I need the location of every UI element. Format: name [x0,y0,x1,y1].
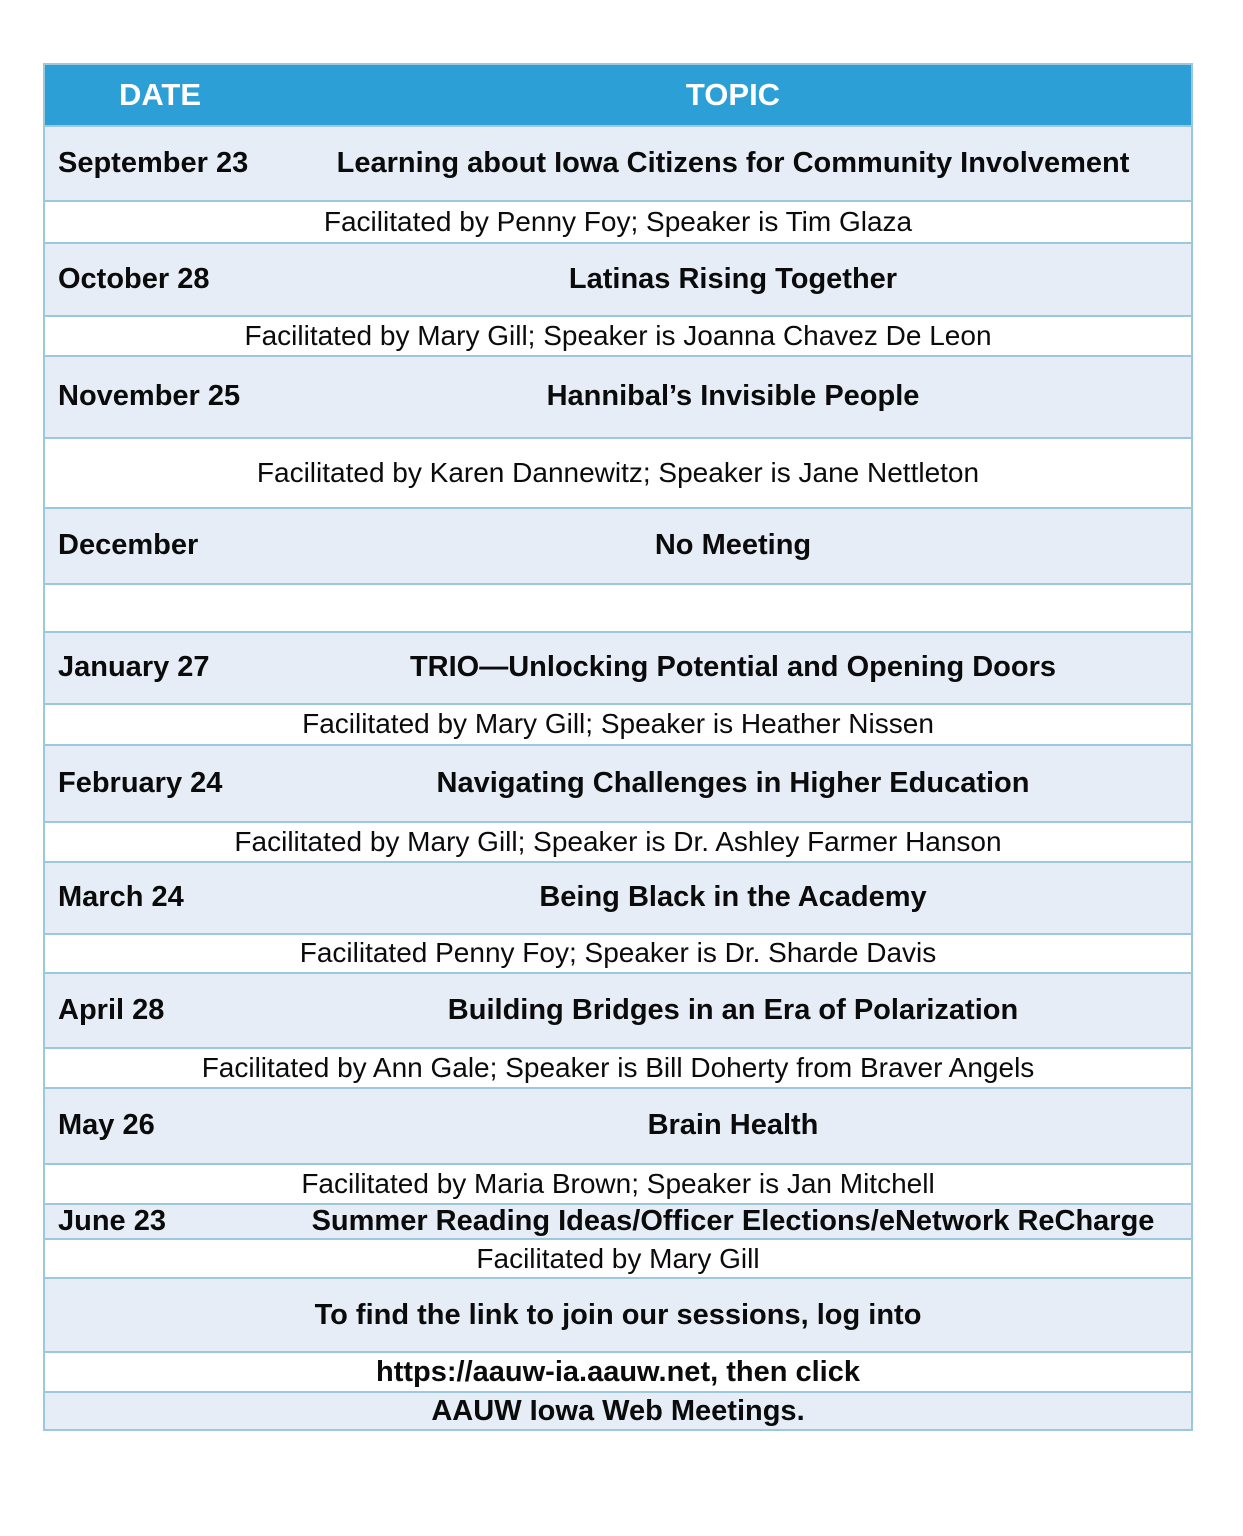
note-row [45,200,1191,242]
note-cell: Facilitated by Penny Foy; Speaker is Tim Glaza [323,205,913,237]
topic-cell: Latinas Rising Together [568,262,898,295]
table-row [45,744,1191,821]
table-row [45,861,1191,933]
table-row [45,355,1191,437]
note-row [45,1351,1191,1391]
topic-cell: TRIO—Unlocking Potential and Opening Doors [409,651,1057,684]
topic-cell: No Meeting [654,529,812,562]
note-cell: Facilitated by Mary Gill; Speaker is Heather Nissen [302,708,934,740]
note-row [45,437,1191,507]
date-cell: January 27 [58,651,210,684]
date-cell: November 25 [58,380,241,413]
topic-cell: Being Black in the Academy [539,881,927,914]
note-row [45,933,1191,972]
table-header-row [45,65,1191,125]
note-cell: To find the link to join our sessions, log into [314,1298,922,1331]
table-row [45,972,1191,1047]
column-header-topic: TOPIC [685,77,781,112]
note-cell: Facilitated Penny Foy; Speaker is Dr. Sharde Davis [299,937,937,969]
spacer-row [45,583,1191,631]
note-row [45,1047,1191,1087]
column-header-date: DATE [118,77,202,112]
date-cell: February 24 [58,766,223,799]
note-cell: Facilitated by Ann Gale; Speaker is Bill Doherty from Braver Angels [201,1051,1035,1083]
note-cell: AAUW Iowa Web Meetings. [431,1394,805,1427]
topic-cell: Learning about Iowa Citizens for Community Involvement [336,146,1130,179]
note-row [45,1238,1191,1277]
note-row [45,821,1191,861]
note-row [45,1163,1191,1203]
topic-cell: Navigating Challenges in Higher Education [436,766,1030,799]
table-row [45,1203,1191,1238]
note-cell: Facilitated by Mary Gill; Speaker is Dr. Ashley Farmer Hanson [234,825,1002,857]
table-row [45,125,1191,200]
table-row [45,1087,1191,1163]
table-row [45,631,1191,703]
note-row [45,703,1191,744]
note-cell: Facilitated by Karen Dannewitz; Speaker is Jane Nettleton [256,456,980,488]
note-row [45,315,1191,355]
date-cell: June 23 [58,1205,166,1237]
table-row [45,242,1191,315]
schedule-table [43,63,1193,1431]
date-cell: March 24 [58,881,184,914]
topic-cell: Hannibal’s Invisible People [546,380,920,413]
date-cell: December [58,529,199,562]
topic-cell: Brain Health [647,1109,819,1142]
date-cell: September 23 [58,146,249,179]
note-cell: Facilitated by Mary Gill [476,1242,760,1274]
note-cell: Facilitated by Mary Gill; Speaker is Joanna Chavez De Leon [244,319,992,351]
note-cell: Facilitated by Maria Brown; Speaker is Jan Mitchell [301,1167,935,1199]
table-row [45,507,1191,583]
topic-cell: Summer Reading Ideas/Officer Elections/eNetwork ReCharge [311,1205,1155,1237]
date-cell: April 28 [58,993,165,1026]
date-cell: October 28 [58,262,210,295]
topic-cell: Building Bridges in an Era of Polarization [447,993,1019,1026]
note-cell: https://aauw-ia.aauw.net, then click [376,1355,860,1388]
note-row [45,1277,1191,1351]
date-cell: May 26 [58,1109,155,1142]
note-row [45,1391,1191,1429]
